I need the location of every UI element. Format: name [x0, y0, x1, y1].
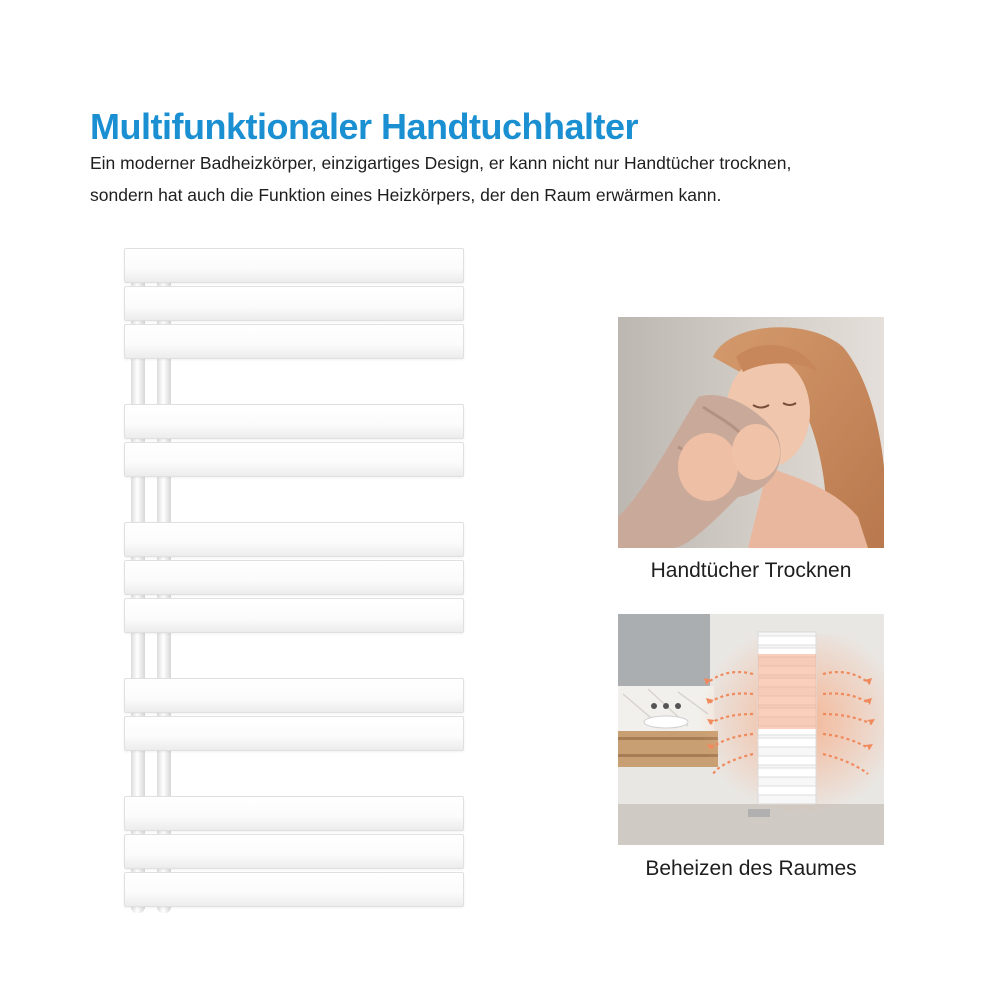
room-heating-caption: Beheizen des Raumes — [645, 857, 857, 880]
radiator-bar — [124, 286, 464, 321]
towel-drying-caption: Handtücher Trocknen — [650, 559, 852, 582]
radiator-bar — [124, 560, 464, 595]
description — [90, 147, 950, 211]
radiator-bar — [124, 442, 464, 477]
radiator-bar — [124, 872, 464, 907]
radiator-bar — [124, 834, 464, 869]
radiator-product-image — [118, 240, 470, 920]
description-line-1: Ein moderner Badheizkörper, einzigartiges Design, er kann nicht nur Handtücher trocknen, — [90, 153, 792, 173]
page-title: Multifunktionaler Handtuchhalter — [90, 106, 639, 148]
radiator-bar — [124, 324, 464, 359]
radiator-bar — [124, 598, 464, 633]
description-line-2: sondern hat auch die Funktion eines Heizkörpers, der den Raum erwärmen kann. — [90, 185, 722, 205]
room-heating-photo — [618, 614, 884, 845]
radiator-bar — [124, 678, 464, 713]
radiator-bar — [124, 716, 464, 751]
radiator-bar — [124, 404, 464, 439]
radiator-bar — [124, 796, 464, 831]
towel-drying-photo — [618, 317, 884, 548]
radiator-bar — [124, 248, 464, 283]
radiator-bar — [124, 522, 464, 557]
